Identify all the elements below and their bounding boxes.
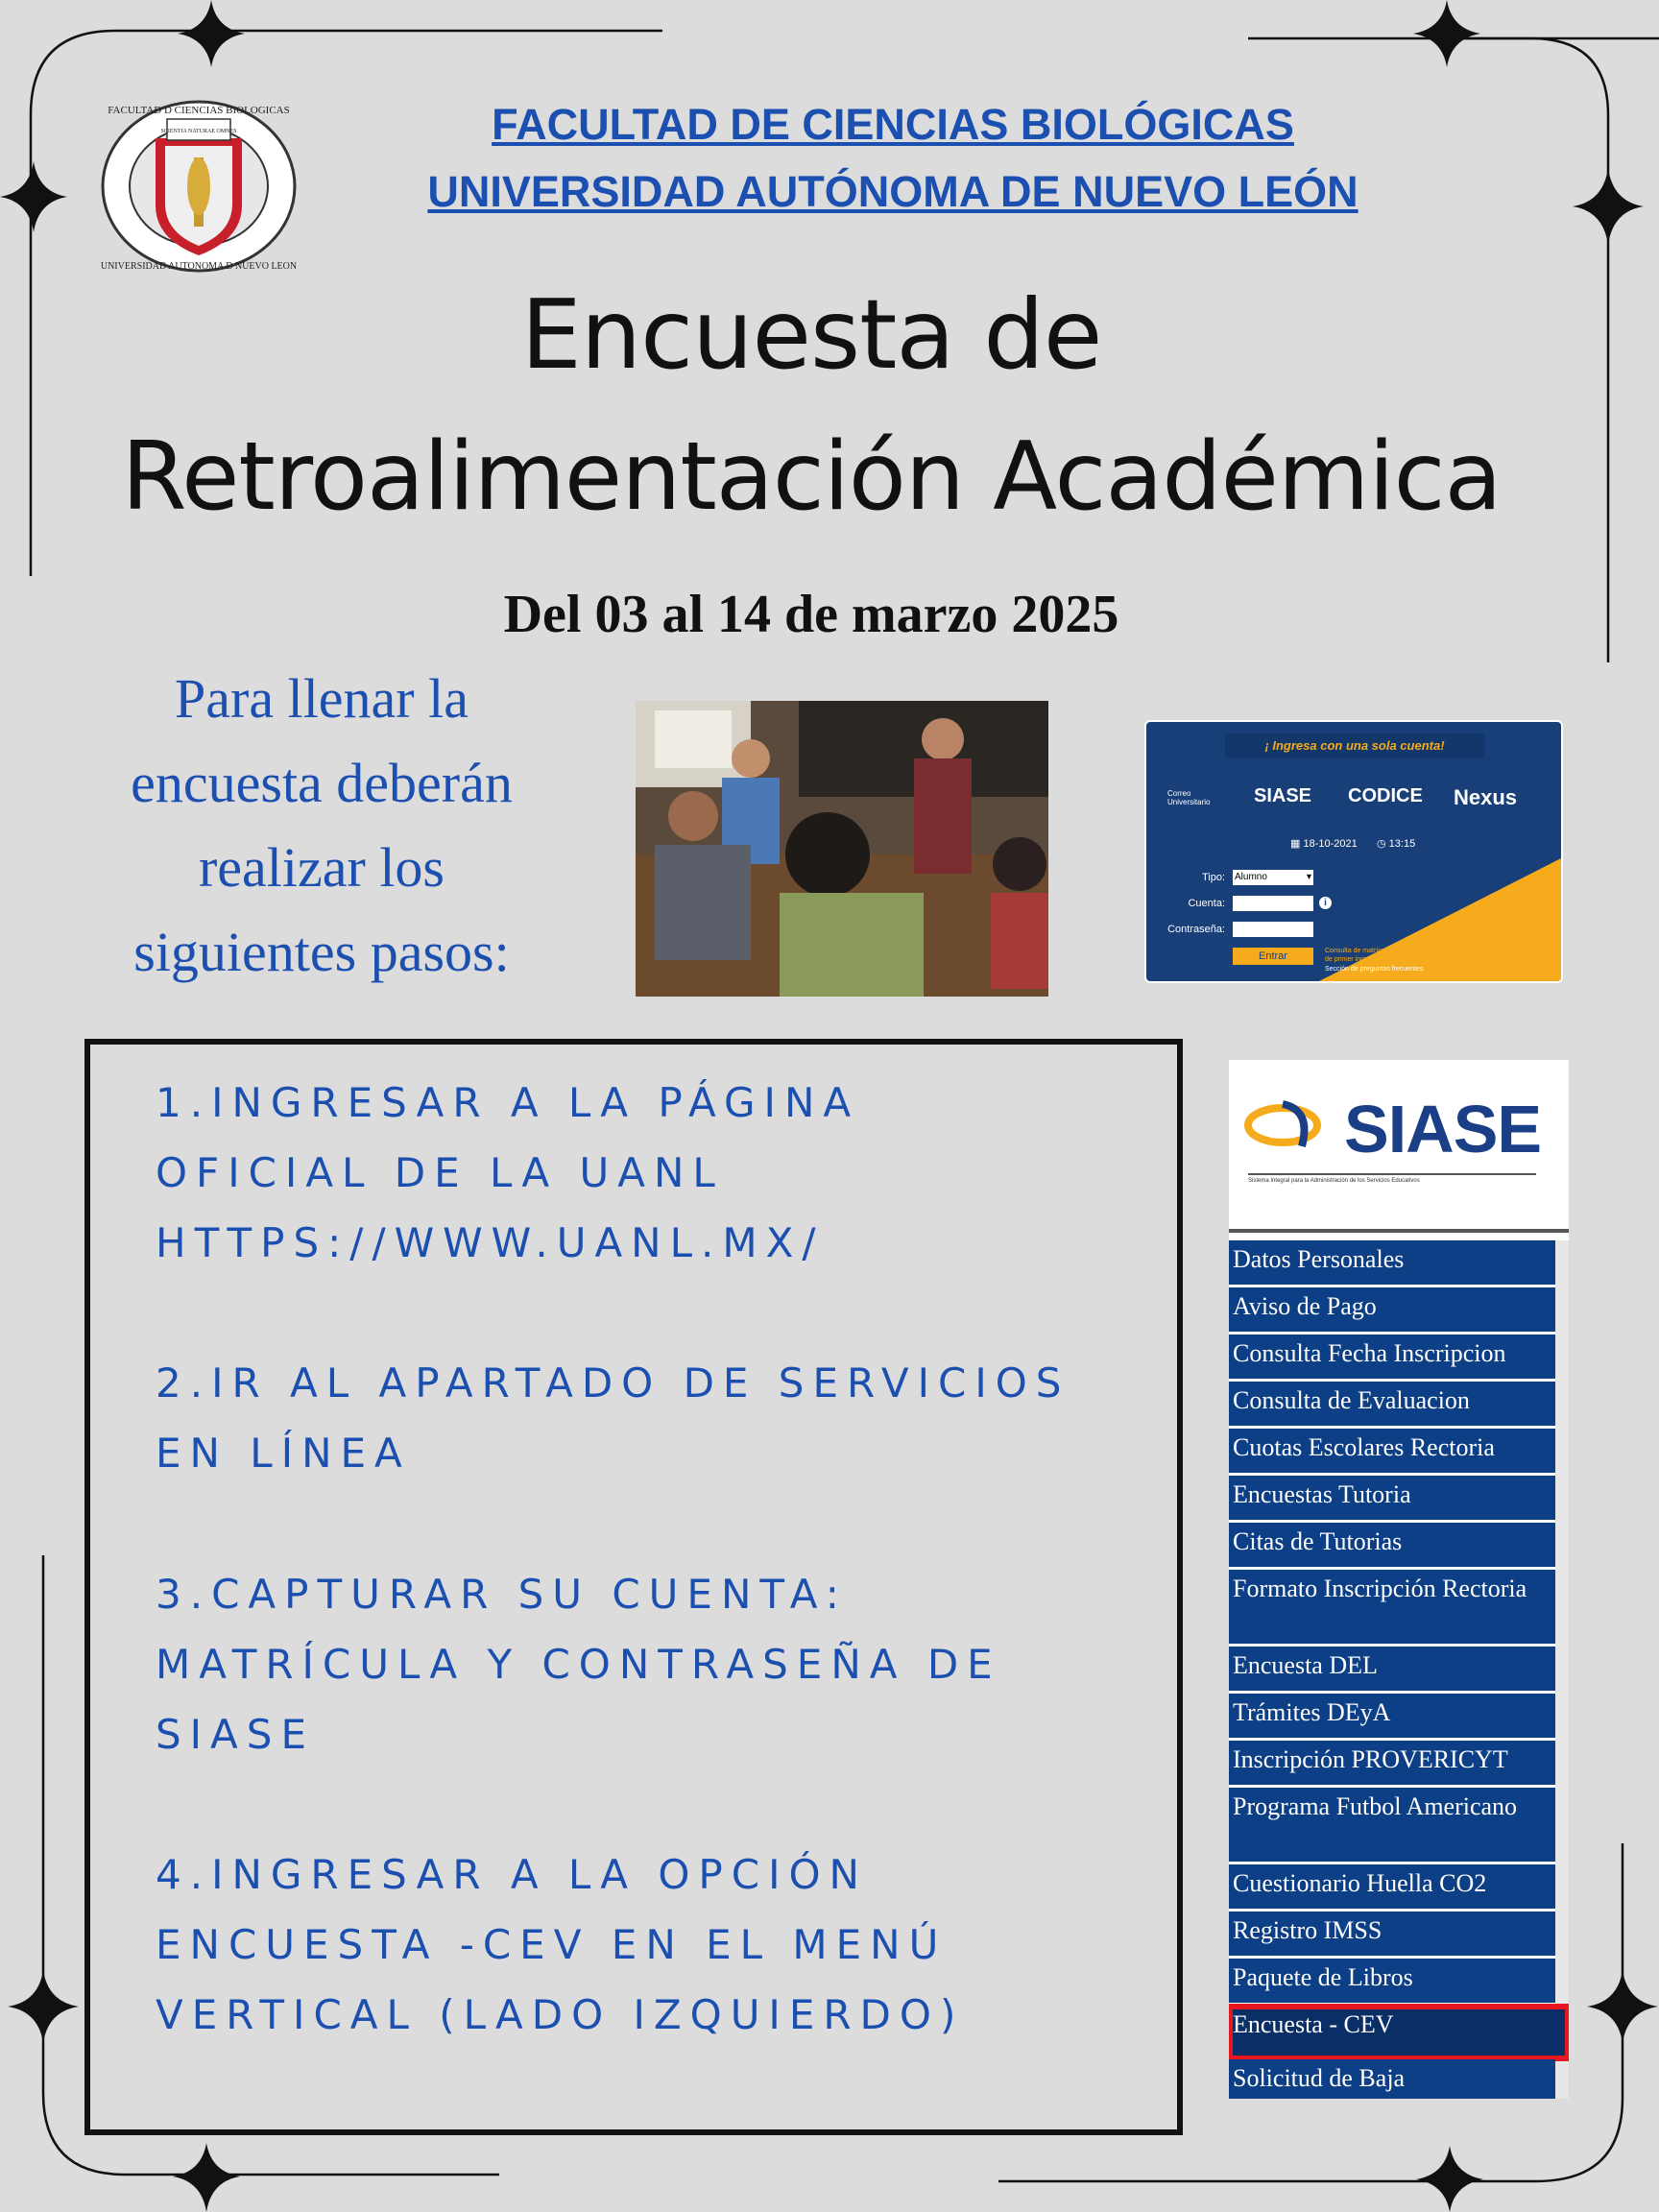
menu-item-datos-personales[interactable]: Datos Personales (1229, 1240, 1555, 1287)
menu-item-inscripcion-provericyt[interactable]: Inscripción PROVERICYT (1229, 1741, 1555, 1788)
logo-ring-text: FACULTAD D CIENCIAS BIOLOGICAS (108, 105, 290, 116)
menu-item-encuesta-cev[interactable]: Encuesta - CEV (1229, 2006, 1569, 2059)
page-title-line1: Encuesta de (520, 278, 1102, 391)
faq-link[interactable]: Sección de preguntas frecuentes (1325, 966, 1424, 973)
brand-siase: SIASE (1254, 785, 1312, 806)
siase-logo-text: SIASE (1344, 1092, 1542, 1166)
calendar-icon: ▦ (1290, 838, 1304, 850)
sparkle-star-icon (1573, 168, 1644, 245)
steps-box (84, 1039, 1183, 2135)
sparkle-star-icon (0, 161, 67, 232)
portal-time: ◷ 13:15 (1377, 838, 1416, 850)
svg-text:SCIENTIA NATURAE OMNES: SCIENTIA NATURAE OMNES (160, 129, 237, 134)
classroom-photo (636, 701, 1048, 997)
menu-scrollbar[interactable] (1555, 1240, 1569, 2099)
siase-subtitle: Sistema Integral para la Administración de los Servicios Educativos (1248, 1173, 1536, 1184)
date-range: Del 03 al 14 de marzo 2025 (503, 585, 1119, 644)
portal-login-screenshot (1144, 720, 1563, 983)
menu-item-aviso-de-pago[interactable]: Aviso de Pago (1229, 1287, 1555, 1334)
step-3: 3.CAPTURAR SU CUENTA: MATRÍCULA Y CONTRASEÑA DE SIASE (156, 1571, 1001, 1758)
first-entry-help-link[interactable]: Consulta de matrícula para alumnos de primer ingreso. (1325, 948, 1433, 963)
sparkle-star-icon (1587, 1970, 1658, 2043)
sparkle-star-icon (8, 1970, 79, 2043)
brand-correo: Correo Universitario (1167, 789, 1211, 806)
university-name: UNIVERSIDAD AUTÓNOMA DE NUEVO LEÓN (427, 167, 1358, 216)
page-title-line2: Retroalimentación Académica (121, 422, 1502, 532)
siase-logo-icon (1244, 1096, 1327, 1154)
menu-item-encuestas-tutoria[interactable]: Encuestas Tutoria (1229, 1476, 1555, 1523)
password-label: Contraseña: (1167, 924, 1225, 935)
portal-date: ▦ 18-10-2021 (1290, 838, 1358, 850)
step-2: 2.IR AL APARTADO DE SERVICIOS EN LÍNEA (156, 1359, 1070, 1477)
password-input[interactable] (1233, 922, 1313, 937)
menu-item-consulta-fecha-inscripcion[interactable]: Consulta Fecha Inscripcion (1229, 1334, 1555, 1382)
sparkle-star-icon (1413, 0, 1480, 67)
siase-menu-screenshot (1229, 1060, 1569, 2099)
menu-item-cuestionario-huella-co2[interactable]: Cuestionario Huella CO2 (1229, 1864, 1555, 1911)
menu-item-formato-inscripcion-rectoria[interactable]: Formato Inscripción Rectoria (1229, 1570, 1555, 1647)
sparkle-star-icon (173, 2143, 240, 2212)
tipo-select[interactable]: Alumno ▾ (1233, 870, 1313, 885)
sparkle-star-icon (178, 0, 245, 67)
step-4: 4.INGRESAR A LA OPCIÓN ENCUESTA -CEV EN EL MENÚ VERTICAL (LADO IZQUIERDO) (156, 1851, 965, 2038)
menu-item-solicitud-de-baja[interactable]: Solicitud de Baja (1229, 2059, 1555, 2099)
siase-header (1229, 1060, 1569, 1233)
menu-item-programa-futbol-americano[interactable]: Programa Futbol Americano (1229, 1788, 1555, 1864)
menu-item-tramites-deya[interactable]: Trámites DEyA (1229, 1694, 1555, 1741)
portal-banner: ¡ Ingresa con una sola cuenta! (1225, 733, 1484, 758)
faculty-name: FACULTAD DE CIENCIAS BIOLÓGICAS (492, 100, 1294, 149)
menu-item-paquete-de-libros[interactable]: Paquete de Libros (1229, 1959, 1555, 2006)
intro-text: Para llenar la encuesta deberán realizar los siguientes pasos: (131, 667, 513, 983)
info-icon[interactable]: i (1319, 897, 1332, 909)
chevron-down-icon: ▾ (1306, 872, 1311, 882)
menu-item-consulta-de-evaluacion[interactable]: Consulta de Evaluacion (1229, 1382, 1555, 1429)
clock-icon: ◷ (1377, 838, 1389, 850)
menu-item-citas-de-tutorias[interactable]: Citas de Tutorias (1229, 1523, 1555, 1570)
brand-codice: CODICE (1348, 785, 1423, 806)
faculty-logo (100, 100, 298, 273)
sparkle-star-icon (1416, 2146, 1483, 2212)
menu-item-cuotas-escolares-rectoria[interactable]: Cuotas Escolares Rectoria (1229, 1429, 1555, 1476)
brand-nexus: Nexus (1454, 785, 1518, 809)
enter-button[interactable]: Entrar (1233, 948, 1313, 965)
svg-text:UNIVERSIDAD AUTONOMA D NUEVO L: UNIVERSIDAD AUTONOMA D NUEVO LEON (100, 261, 298, 272)
step-1: 1.INGRESAR A LA PÁGINA OFICIAL DE LA UANL HTTPS://WWW.UANL.MX/ (156, 1079, 860, 1266)
siase-vertical-menu (1229, 1240, 1569, 2099)
menu-item-registro-imss[interactable]: Registro IMSS (1229, 1911, 1555, 1959)
cuenta-input[interactable] (1233, 896, 1313, 911)
tipo-label: Tipo: (1201, 872, 1225, 883)
menu-item-encuesta-del[interactable]: Encuesta DEL (1229, 1647, 1555, 1694)
cuenta-label: Cuenta: (1188, 898, 1225, 909)
